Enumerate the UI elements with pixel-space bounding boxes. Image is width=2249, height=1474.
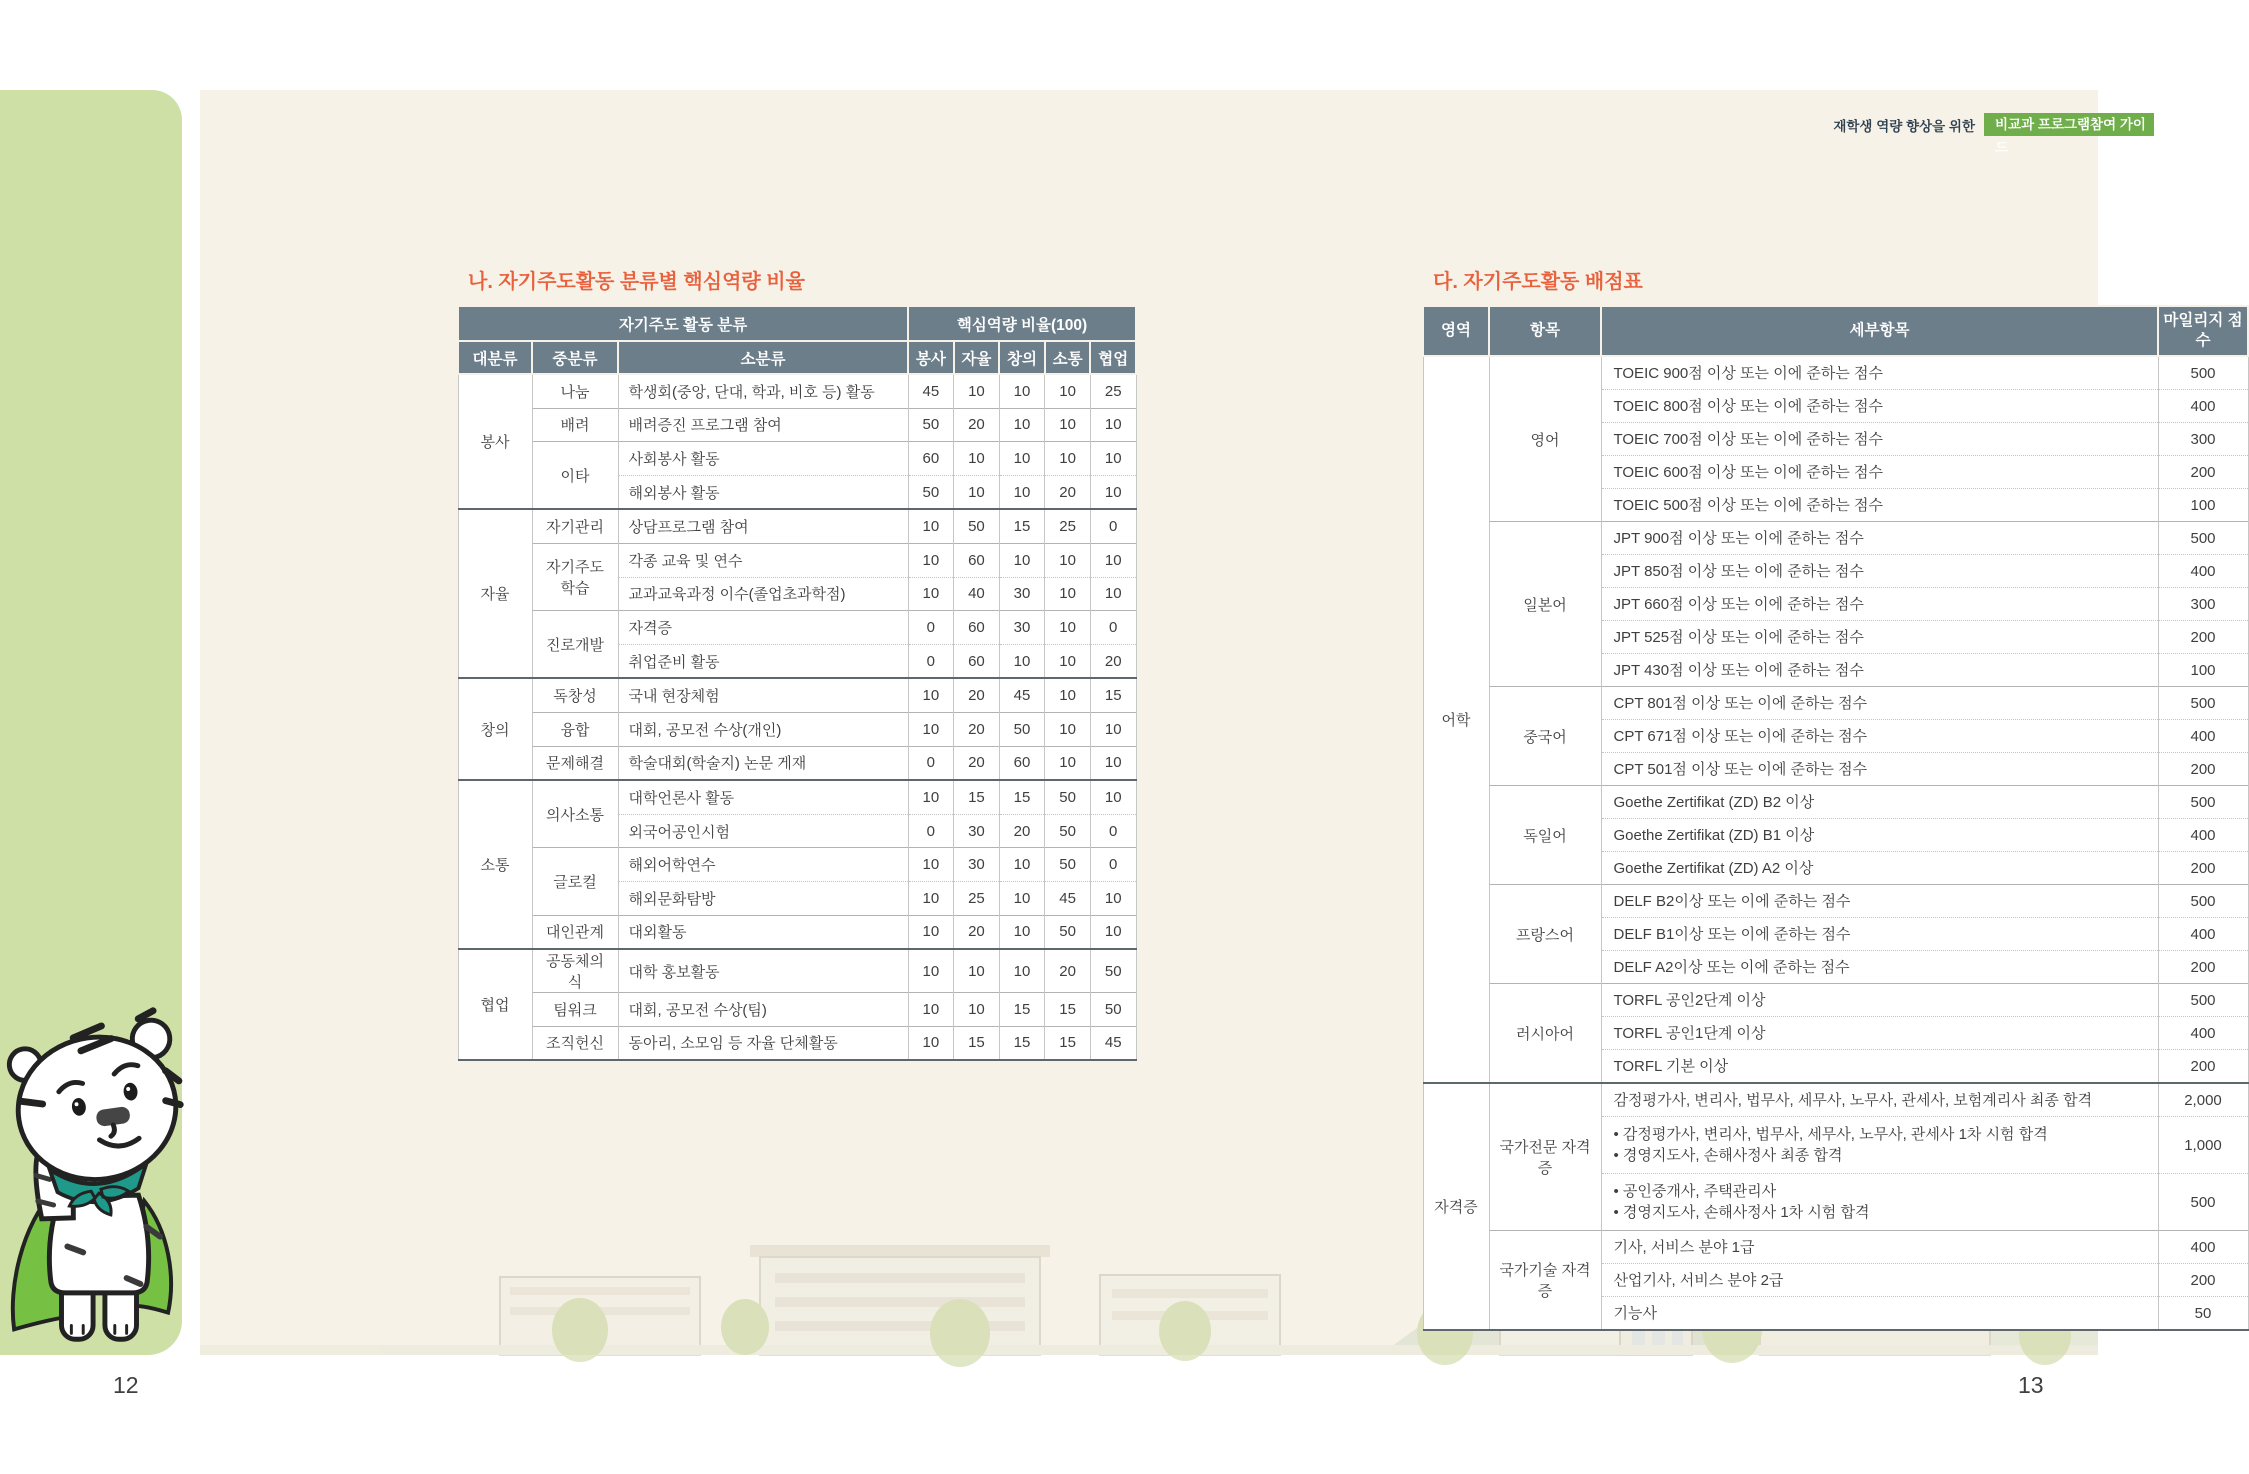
ratio-value-cell: 0 <box>908 644 954 678</box>
major-category-cell: 협업 <box>458 949 532 1060</box>
ratio-value-cell: 10 <box>1090 915 1136 949</box>
table-row <box>458 408 1136 442</box>
item-cell: 독일어 <box>1489 786 1601 885</box>
header-row <box>458 341 1136 374</box>
major-category-cell: 소통 <box>458 780 532 949</box>
sub-category-cell: 대학언론사 활동 <box>618 780 908 814</box>
ratio-value-cell: 10 <box>1045 712 1091 746</box>
column-header: 소통 <box>1045 341 1091 374</box>
detail-cell: 감정평가사, 변리사, 법무사, 세무사, 노무사, 관세사, 보험계리사 최종 합격 <box>1601 1083 2158 1117</box>
detail-cell: JPT 900점 이상 또는 이에 준하는 점수 <box>1601 522 2158 555</box>
table-row <box>458 678 1136 712</box>
mid-category-cell: 조직헌신 <box>532 1026 618 1060</box>
mileage-score-cell: 500 <box>2158 786 2248 819</box>
ratio-value-cell: 15 <box>1045 1026 1091 1060</box>
mid-category-cell: 독창성 <box>532 678 618 712</box>
ratio-value-cell: 50 <box>1045 848 1091 882</box>
ratio-value-cell: 50 <box>954 509 1000 543</box>
ratio-value-cell: 10 <box>999 475 1045 509</box>
tiger-mascot <box>0 982 198 1357</box>
ratio-value-cell: 20 <box>1045 949 1091 993</box>
detail-cell: DELF A2이상 또는 이에 준하는 점수 <box>1601 951 2158 984</box>
detail-cell: TORFL 공인2단계 이상 <box>1601 984 2158 1017</box>
item-cell: 국가기술 자격증 <box>1489 1231 1601 1331</box>
table-row <box>1423 984 2248 1017</box>
ratio-value-cell: 10 <box>908 993 954 1027</box>
ratio-value-cell: 60 <box>954 611 1000 645</box>
mileage-score-cell: 400 <box>2158 1017 2248 1050</box>
item-cell: 일본어 <box>1489 522 1601 687</box>
ratio-value-cell: 10 <box>1045 746 1091 780</box>
detail-cell: TOEIC 800점 이상 또는 이에 준하는 점수 <box>1601 390 2158 423</box>
mileage-score-cell: 100 <box>2158 654 2248 687</box>
mileage-score-cell: 400 <box>2158 720 2248 753</box>
ratio-value-cell: 15 <box>1090 678 1136 712</box>
detail-line: • 경영지도사, 손해사정사 최종 합격 <box>1613 1147 1843 1164</box>
ratio-value-cell: 10 <box>908 881 954 915</box>
detail-line: • 감정평가사, 변리사, 법무사, 세무사, 노무사, 관세사 1차 시험 합격 <box>1613 1126 2048 1143</box>
detail-line: • 공인중개사, 주택관리사 <box>1613 1183 1777 1200</box>
mid-category-cell: 의사소통 <box>532 780 618 848</box>
mileage-score-cell: 500 <box>2158 984 2248 1017</box>
ratio-value-cell: 10 <box>1045 644 1091 678</box>
table-row <box>1423 356 2248 390</box>
ratio-value-cell: 10 <box>1090 475 1136 509</box>
mileage-score-cell: 400 <box>2158 819 2248 852</box>
ratio-value-cell: 10 <box>1045 611 1091 645</box>
ratio-value-cell: 15 <box>999 993 1045 1027</box>
left-table-body <box>458 374 1136 1060</box>
ratio-value-cell: 0 <box>1090 814 1136 848</box>
detail-line: • 경영지도사, 손해사정사 1차 시험 합격 <box>1613 1204 1870 1221</box>
detail-cell: Goethe Zertifikat (ZD) A2 이상 <box>1601 852 2158 885</box>
table-row <box>1423 786 2248 819</box>
mileage-score-cell: 500 <box>2158 687 2248 720</box>
detail-cell: JPT 525점 이상 또는 이에 준하는 점수 <box>1601 621 2158 654</box>
mid-category-cell: 이타 <box>532 442 618 510</box>
ratio-value-cell: 50 <box>908 475 954 509</box>
mileage-score-cell: 400 <box>2158 390 2248 423</box>
sub-category-cell: 각종 교육 및 연수 <box>618 543 908 577</box>
mid-category-cell: 대인관계 <box>532 915 618 949</box>
ratio-value-cell: 25 <box>1045 509 1091 543</box>
table-row <box>458 374 1136 408</box>
mid-category-cell: 융합 <box>532 712 618 746</box>
table-row <box>458 848 1136 882</box>
detail-cell: 산업기사, 서비스 분야 2급 <box>1601 1264 2158 1297</box>
ratio-value-cell: 10 <box>1090 408 1136 442</box>
mid-category-cell: 공동체의식 <box>532 949 618 993</box>
ratio-value-cell: 0 <box>908 746 954 780</box>
area-cell: 어학 <box>1423 356 1489 1083</box>
ratio-value-cell: 10 <box>908 915 954 949</box>
header-competency-ratio: 핵심역량 비율(100) <box>908 306 1136 341</box>
page-number-left: 12 <box>113 1372 139 1398</box>
table-row <box>458 712 1136 746</box>
major-category-cell: 창의 <box>458 678 532 780</box>
ratio-value-cell: 50 <box>1045 814 1091 848</box>
mileage-score-cell: 400 <box>2158 555 2248 588</box>
detail-cell: 기능사 <box>1601 1297 2158 1331</box>
mileage-score-cell: 200 <box>2158 753 2248 786</box>
detail-cell: 기사, 서비스 분야 1급 <box>1601 1231 2158 1264</box>
sub-category-cell: 해외어학연수 <box>618 848 908 882</box>
mid-category-cell: 팀워크 <box>532 993 618 1027</box>
sub-category-cell: 대회, 공모전 수상(개인) <box>618 712 908 746</box>
ratio-value-cell: 60 <box>954 543 1000 577</box>
ratio-value-cell: 10 <box>908 780 954 814</box>
ratio-value-cell: 15 <box>999 1026 1045 1060</box>
column-header: 대분류 <box>458 341 532 374</box>
ratio-value-cell: 0 <box>908 611 954 645</box>
ratio-value-cell: 10 <box>1090 712 1136 746</box>
table-row <box>1423 687 2248 720</box>
mileage-score-cell: 100 <box>2158 489 2248 522</box>
ratio-value-cell: 0 <box>1090 848 1136 882</box>
ratio-value-cell: 10 <box>1090 577 1136 611</box>
ratio-value-cell: 25 <box>1090 374 1136 408</box>
table-row <box>458 509 1136 543</box>
ratio-value-cell: 10 <box>999 644 1045 678</box>
ratio-value-cell: 10 <box>1045 577 1091 611</box>
sub-category-cell: 취업준비 활동 <box>618 644 908 678</box>
ratio-value-cell: 50 <box>999 712 1045 746</box>
item-cell: 국가전문 자격증 <box>1489 1083 1601 1231</box>
sub-category-cell: 해외문화탐방 <box>618 881 908 915</box>
mileage-score-cell: 1,000 <box>2158 1117 2248 1174</box>
mid-category-cell: 글로컬 <box>532 848 618 915</box>
mileage-score-cell: 500 <box>2158 356 2248 390</box>
table-row <box>458 780 1136 814</box>
table-row <box>458 949 1136 993</box>
detail-cell: TOEIC 500점 이상 또는 이에 준하는 점수 <box>1601 489 2158 522</box>
ratio-value-cell: 10 <box>1045 543 1091 577</box>
mileage-score-cell: 200 <box>2158 1264 2248 1297</box>
mileage-score-cell: 300 <box>2158 588 2248 621</box>
detail-cell: DELF B1이상 또는 이에 준하는 점수 <box>1601 918 2158 951</box>
ratio-value-cell: 50 <box>1090 993 1136 1027</box>
detail-cell <box>1601 1174 2158 1231</box>
table-row <box>1423 522 2248 555</box>
detail-cell: Goethe Zertifikat (ZD) B2 이상 <box>1601 786 2158 819</box>
ratio-value-cell: 60 <box>954 644 1000 678</box>
sub-category-cell: 교과교육과정 이수(졸업초과학점) <box>618 577 908 611</box>
mid-category-cell: 자기주도 학습 <box>532 543 618 610</box>
sub-category-cell: 대회, 공모전 수상(팀) <box>618 993 908 1027</box>
ratio-value-cell: 20 <box>954 915 1000 949</box>
major-category-cell: 봉사 <box>458 374 532 509</box>
ratio-value-cell: 15 <box>954 1026 1000 1060</box>
ratio-value-cell: 10 <box>1045 374 1091 408</box>
sub-category-cell: 대외활동 <box>618 915 908 949</box>
mileage-score-cell: 200 <box>2158 852 2248 885</box>
ratio-value-cell: 10 <box>954 949 1000 993</box>
item-cell: 중국어 <box>1489 687 1601 786</box>
detail-cell: TORFL 기본 이상 <box>1601 1050 2158 1084</box>
area-cell: 자격증 <box>1423 1083 1489 1330</box>
ratio-value-cell: 50 <box>1090 949 1136 993</box>
detail-cell <box>1601 1117 2158 1174</box>
ratio-value-cell: 10 <box>908 678 954 712</box>
ratio-value-cell: 45 <box>1090 1026 1136 1060</box>
table-row <box>458 915 1136 949</box>
table-row <box>458 746 1136 780</box>
ratio-value-cell: 10 <box>1045 678 1091 712</box>
mid-category-cell: 진로개발 <box>532 611 618 679</box>
ratio-value-cell: 45 <box>908 374 954 408</box>
detail-cell: CPT 501점 이상 또는 이에 준하는 점수 <box>1601 753 2158 786</box>
header-row <box>1423 306 2248 356</box>
sub-category-cell: 해외봉사 활동 <box>618 475 908 509</box>
ratio-value-cell: 0 <box>908 814 954 848</box>
mileage-score-cell: 400 <box>2158 918 2248 951</box>
detail-cell: CPT 671점 이상 또는 이에 준하는 점수 <box>1601 720 2158 753</box>
detail-cell: JPT 850점 이상 또는 이에 준하는 점수 <box>1601 555 2158 588</box>
column-header: 협업 <box>1090 341 1136 374</box>
ratio-value-cell: 30 <box>954 848 1000 882</box>
ratio-value-cell: 10 <box>1090 780 1136 814</box>
ratio-value-cell: 10 <box>999 543 1045 577</box>
ratio-value-cell: 0 <box>1090 509 1136 543</box>
ratio-value-cell: 10 <box>999 915 1045 949</box>
left-table-block <box>457 270 1137 1061</box>
detail-cell: TOEIC 700점 이상 또는 이에 준하는 점수 <box>1601 423 2158 456</box>
content-panel <box>200 90 2243 1355</box>
column-header: 영역 <box>1423 306 1489 356</box>
ratio-value-cell: 10 <box>954 442 1000 476</box>
ratio-value-cell: 0 <box>1090 611 1136 645</box>
header-row <box>458 306 1136 341</box>
ratio-value-cell: 10 <box>1090 881 1136 915</box>
detail-cell: JPT 660점 이상 또는 이에 준하는 점수 <box>1601 588 2158 621</box>
ratio-value-cell: 30 <box>999 611 1045 645</box>
right-table-body <box>1423 356 2248 1330</box>
ratio-value-cell: 10 <box>1045 442 1091 476</box>
ratio-value-cell: 60 <box>999 746 1045 780</box>
mileage-score-cell: 200 <box>2158 951 2248 984</box>
detail-cell: DELF B2이상 또는 이에 준하는 점수 <box>1601 885 2158 918</box>
header-activity-class: 자기주도 활동 분류 <box>458 306 908 341</box>
ratio-value-cell: 10 <box>999 848 1045 882</box>
banner-prefix-text: 재학생 역량 향상을 위한 <box>1833 118 1975 134</box>
mid-category-cell: 자기관리 <box>532 509 618 543</box>
right-table-block <box>1422 270 2249 1331</box>
ratio-value-cell: 10 <box>954 993 1000 1027</box>
ratio-value-cell: 20 <box>1090 644 1136 678</box>
mid-category-cell: 문제해결 <box>532 746 618 780</box>
mileage-score-table <box>1422 305 2249 1331</box>
column-header: 봉사 <box>908 341 954 374</box>
ratio-value-cell: 10 <box>999 408 1045 442</box>
ratio-value-cell: 10 <box>908 949 954 993</box>
detail-cell: TOEIC 900점 이상 또는 이에 준하는 점수 <box>1601 356 2158 390</box>
column-header: 항목 <box>1489 306 1601 356</box>
sub-category-cell: 자격증 <box>618 611 908 645</box>
mileage-score-cell: 200 <box>2158 621 2248 654</box>
item-cell: 영어 <box>1489 356 1601 522</box>
ratio-value-cell: 50 <box>1045 780 1091 814</box>
mileage-score-cell: 200 <box>2158 1050 2248 1084</box>
ratio-value-cell: 45 <box>1045 881 1091 915</box>
mid-category-cell: 나눔 <box>532 374 618 408</box>
table-row <box>1423 1231 2248 1264</box>
mileage-score-cell: 500 <box>2158 1174 2248 1231</box>
mileage-score-cell: 200 <box>2158 456 2248 489</box>
column-header: 자율 <box>954 341 1000 374</box>
ratio-value-cell: 10 <box>908 1026 954 1060</box>
detail-cell: TORFL 공인1단계 이상 <box>1601 1017 2158 1050</box>
ratio-value-cell: 10 <box>999 442 1045 476</box>
sub-category-cell: 국내 현장체험 <box>618 678 908 712</box>
sub-category-cell: 대학 홍보활동 <box>618 949 908 993</box>
ratio-value-cell: 10 <box>1045 408 1091 442</box>
ratio-value-cell: 30 <box>999 577 1045 611</box>
ratio-value-cell: 30 <box>954 814 1000 848</box>
mileage-score-cell: 500 <box>2158 885 2248 918</box>
ratio-value-cell: 40 <box>954 577 1000 611</box>
detail-cell: Goethe Zertifikat (ZD) B1 이상 <box>1601 819 2158 852</box>
ratio-value-cell: 10 <box>1090 543 1136 577</box>
header-banner <box>0 113 2154 155</box>
ratio-value-cell: 20 <box>1045 475 1091 509</box>
ratio-value-cell: 50 <box>908 408 954 442</box>
ratio-value-cell: 25 <box>954 881 1000 915</box>
left-table-head <box>458 306 1136 374</box>
ratio-value-cell: 10 <box>999 374 1045 408</box>
banner-highlight-text: 비교과 프로그램참여 가이드 <box>1984 113 2154 136</box>
table-row <box>1423 1083 2248 1117</box>
ratio-value-cell: 10 <box>954 475 1000 509</box>
ratio-value-cell: 10 <box>1090 746 1136 780</box>
table-row <box>1423 885 2248 918</box>
ratio-value-cell: 15 <box>954 780 1000 814</box>
ratio-value-cell: 10 <box>908 543 954 577</box>
item-cell: 프랑스어 <box>1489 885 1601 984</box>
mileage-score-cell: 2,000 <box>2158 1083 2248 1117</box>
competency-ratio-table <box>457 305 1137 1061</box>
column-header: 소분류 <box>618 341 908 374</box>
ratio-value-cell: 15 <box>1045 993 1091 1027</box>
table-row <box>458 611 1136 645</box>
ratio-value-cell: 15 <box>999 509 1045 543</box>
detail-cell: JPT 430점 이상 또는 이에 준하는 점수 <box>1601 654 2158 687</box>
column-header: 세부항목 <box>1601 306 2158 356</box>
mileage-score-cell: 50 <box>2158 1297 2248 1331</box>
item-cell: 러시아어 <box>1489 984 1601 1084</box>
right-table-head <box>1423 306 2248 356</box>
mid-category-cell: 배려 <box>532 408 618 442</box>
major-category-cell: 자율 <box>458 509 532 678</box>
ratio-value-cell: 20 <box>954 408 1000 442</box>
sub-category-cell: 상담프로그램 참여 <box>618 509 908 543</box>
table-row <box>458 543 1136 577</box>
sub-category-cell: 외국어공인시험 <box>618 814 908 848</box>
left-table-title: 나. 자기주도활동 분류별 핵심역량 비율 <box>468 271 805 293</box>
ratio-value-cell: 20 <box>999 814 1045 848</box>
table-row <box>458 1026 1136 1060</box>
sub-category-cell: 사회봉사 활동 <box>618 442 908 476</box>
mileage-score-cell: 500 <box>2158 522 2248 555</box>
ratio-value-cell: 10 <box>908 509 954 543</box>
sub-category-cell: 학생회(중앙, 단대, 학과, 비호 등) 활동 <box>618 374 908 408</box>
ratio-value-cell: 20 <box>954 678 1000 712</box>
ratio-value-cell: 10 <box>999 881 1045 915</box>
column-header: 마일리지 점수 <box>2158 306 2248 356</box>
sub-category-cell: 동아리, 소모임 등 자율 단체활동 <box>618 1026 908 1060</box>
ratio-value-cell: 10 <box>908 848 954 882</box>
sub-category-cell: 학술대회(학술지) 논문 게재 <box>618 746 908 780</box>
ratio-value-cell: 10 <box>1090 442 1136 476</box>
mileage-score-cell: 300 <box>2158 423 2248 456</box>
ratio-value-cell: 10 <box>908 577 954 611</box>
sub-category-cell: 배려증진 프로그램 참여 <box>618 408 908 442</box>
column-header: 중분류 <box>532 341 618 374</box>
detail-cell: CPT 801점 이상 또는 이에 준하는 점수 <box>1601 687 2158 720</box>
ratio-value-cell: 10 <box>999 949 1045 993</box>
ratio-value-cell: 45 <box>999 678 1045 712</box>
right-table-title: 다. 자기주도활동 배점표 <box>1433 271 1643 293</box>
ratio-value-cell: 20 <box>954 712 1000 746</box>
ratio-value-cell: 20 <box>954 746 1000 780</box>
table-row <box>458 993 1136 1027</box>
column-header: 창의 <box>999 341 1045 374</box>
page-number-right: 13 <box>2018 1372 2044 1398</box>
ratio-value-cell: 10 <box>908 712 954 746</box>
ratio-value-cell: 15 <box>999 780 1045 814</box>
mileage-score-cell: 400 <box>2158 1231 2248 1264</box>
ratio-value-cell: 60 <box>908 442 954 476</box>
detail-cell: TOEIC 600점 이상 또는 이에 준하는 점수 <box>1601 456 2158 489</box>
table-row <box>458 442 1136 476</box>
ratio-value-cell: 10 <box>954 374 1000 408</box>
ratio-value-cell: 50 <box>1045 915 1091 949</box>
